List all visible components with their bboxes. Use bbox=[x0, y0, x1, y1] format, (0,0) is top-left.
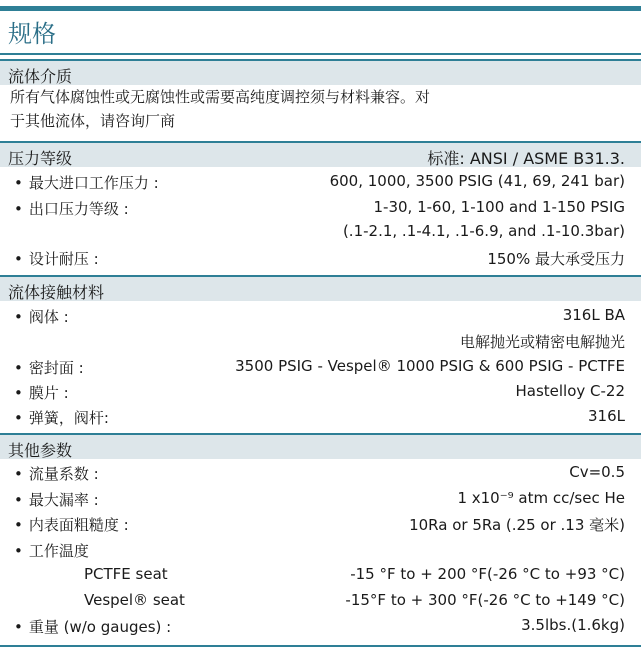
media-text-line1: 所有气体腐蚀性或无腐蚀性或需要高纯度调控须与材料兼容。对 bbox=[10, 88, 431, 106]
spec-value: 1 x10⁻⁹ atm cc/sec He bbox=[457, 489, 625, 507]
spec-label: • 内表面粗糙度 : bbox=[14, 516, 129, 534]
spec-value: 3.5lbs.(1.6kg) bbox=[521, 616, 625, 634]
spec-value: Cv=0.5 bbox=[569, 463, 625, 481]
spec-value: 150% 最大承受压力 bbox=[487, 250, 625, 268]
bottom-rule bbox=[0, 645, 641, 647]
spec-label: • 工作温度 bbox=[14, 542, 89, 560]
top-rule bbox=[0, 6, 641, 11]
spec-value-continued: 电解抛光或精密电解抛光 bbox=[459, 333, 625, 351]
spec-label: • 设计耐压 : bbox=[14, 250, 99, 268]
title-rule bbox=[0, 53, 641, 55]
spec-value: Hastelloy C-22 bbox=[515, 382, 625, 400]
spec-sublabel: PCTFE seat bbox=[84, 565, 168, 583]
spec-label: • 密封面 : bbox=[14, 359, 84, 377]
section-title-wetted: 流体接触材料 bbox=[8, 283, 105, 302]
spec-value: 3500 PSIG - Vespel® 1000 PSIG & 600 PSIG - PCTFE bbox=[235, 357, 625, 375]
spec-value: -15°F to + 300 °F(-26 °C to +149 °C) bbox=[345, 591, 625, 609]
spec-value: 1-30, 1-60, 1-100 and 1-150 PSIG bbox=[373, 198, 625, 216]
spec-label: • 重量 (w/o gauges) : bbox=[14, 618, 172, 636]
section-title-media: 流体介质 bbox=[8, 67, 73, 86]
section-header-other bbox=[0, 433, 641, 459]
spec-label: • 阀体 : bbox=[14, 308, 69, 326]
spec-sublabel: Vespel® seat bbox=[84, 591, 185, 609]
spec-label: • 流量系数 : bbox=[14, 465, 99, 483]
section-title-other: 其他参数 bbox=[8, 441, 73, 460]
spec-value: -15 °F to + 200 °F(-26 °C to +93 °C) bbox=[350, 565, 625, 583]
spec-label: • 弹簧，阀杆: bbox=[14, 409, 109, 427]
spec-value: 10Ra or 5Ra (.25 or .13 毫米) bbox=[409, 516, 625, 534]
section-title-pressure: 压力等级 bbox=[8, 149, 73, 168]
spec-label: • 膜片 : bbox=[14, 384, 69, 402]
spec-value: 316L bbox=[588, 407, 625, 425]
page-title: 规格 bbox=[8, 20, 56, 48]
section-header-media bbox=[0, 59, 641, 85]
spec-value: 600, 1000, 3500 PSIG (41, 69, 241 bar) bbox=[329, 172, 625, 190]
pressure-standard: 标准: ANSI / ASME B31.3. bbox=[427, 149, 625, 168]
spec-label: • 最大进口工作压力 : bbox=[14, 174, 159, 192]
section-header-pressure bbox=[0, 141, 641, 167]
section-header-wetted bbox=[0, 275, 641, 301]
spec-value-continued: (.1-2.1, .1-4.1, .1-6.9, and .1-10.3bar) bbox=[342, 222, 625, 240]
spec-label: • 最大漏率 : bbox=[14, 491, 99, 509]
spec-value: 316L BA bbox=[562, 306, 625, 324]
spec-label: • 出口压力等级 : bbox=[14, 200, 129, 218]
media-text-line2: 于其他流体，请咨询厂商 bbox=[10, 112, 176, 130]
